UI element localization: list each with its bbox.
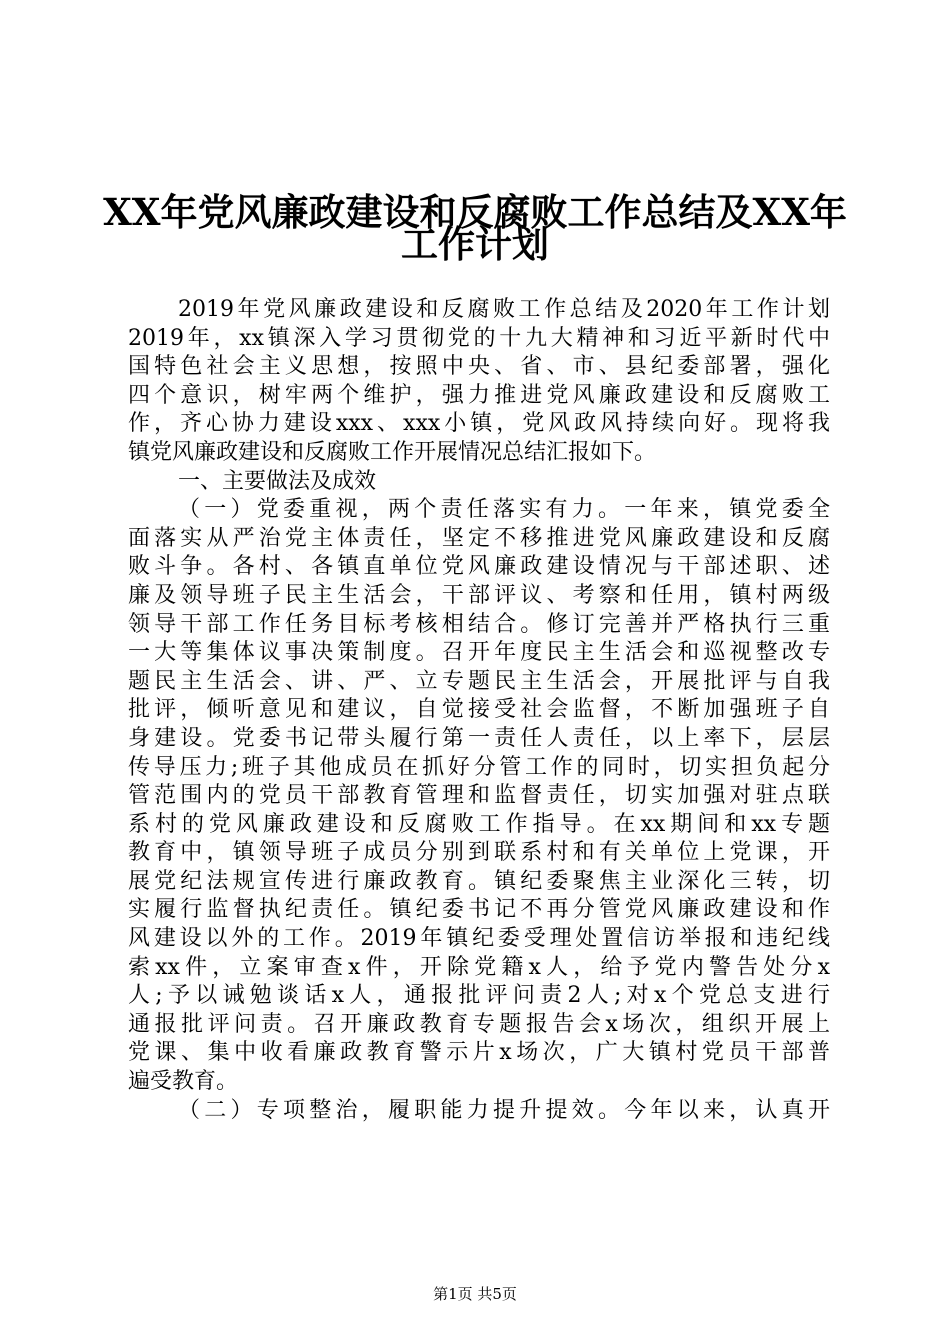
- section-heading: 一、主要做法及成效: [178, 468, 377, 494]
- paragraph-line: （一）党委重视，两个责任落实有力。一年来，镇党委全: [178, 497, 830, 523]
- document-title-line-2: 工作计划: [401, 222, 549, 266]
- paragraph-line: 党课、集中收看廉政教育警示片x场次，广大镇村党员干部普: [128, 1040, 830, 1066]
- paragraph-line: 通报批评问责。召开廉政教育专题报告会x场次，组织开展上: [128, 1011, 830, 1037]
- paragraph-line: 传导压力;班子其他成员在抓好分管工作的同时，切实担负起分: [128, 754, 830, 780]
- document-body: [128, 296, 830, 1125]
- paragraph-line: 作，齐心协力建设xxx、xxx小镇，党风政风持续向好。现将我: [128, 411, 830, 437]
- paragraph-line: 索xx件，立案审查x件，开除党籍x人，给予党内警告处分x: [128, 954, 830, 980]
- paragraph-line: 一大等集体议事决策制度。召开年度民主生活会和巡视整改专: [128, 640, 830, 666]
- document-title-line-1: XX年党风廉政建设和反腐败工作总结及XX年: [103, 190, 847, 234]
- paragraph-line: 教育中，镇领导班子成员分别到联系村和有关单位上党课，开: [128, 840, 830, 866]
- paragraph-line: 身建设。党委书记带头履行第一责任人责任，以上率下，层层: [128, 725, 830, 751]
- paragraph-line: 2019年，xx镇深入学习贯彻党的十九大精神和习近平新时代中: [128, 325, 830, 351]
- page-footer: 第1页 共5页: [433, 1285, 517, 1303]
- paragraph-line: 管范围内的党员干部教育管理和监督责任，切实加强对驻点联: [128, 783, 830, 809]
- paragraph-line: 遍受教育。: [128, 1069, 239, 1095]
- paragraph-line: （二）专项整治，履职能力提升提效。今年以来，认真开: [178, 1097, 830, 1123]
- paragraph-line: 镇党风廉政建设和反腐败工作开展情况总结汇报如下。: [128, 439, 657, 465]
- paragraph-line: 题民主生活会、讲、严、立专题民主生活会，开展批评与自我: [128, 668, 830, 694]
- paragraph-line: 实履行监督执纪责任。镇纪委书记不再分管党风廉政建设和作: [128, 897, 830, 923]
- paragraph-line: 人;予以诫勉谈话x人，通报批评问责2人;对x个党总支进行: [128, 983, 830, 1009]
- paragraph-line: 批评，倾听意见和建议，自觉接受社会监督，不断加强班子自: [128, 697, 830, 723]
- paragraph-line: 展党纪法规宣传进行廉政教育。镇纪委聚焦主业深化三转，切: [128, 868, 830, 894]
- paragraph-line: 系村的党风廉政建设和反腐败工作指导。在xx期间和xx专题: [128, 811, 830, 837]
- paragraph-line: 面落实从严治党主体责任，坚定不移推进党风廉政建设和反腐: [128, 525, 830, 551]
- paragraph-line: 败斗争。各村、各镇直单位党风廉政建设情况与干部述职、述: [128, 554, 830, 580]
- paragraph-line: 四个意识，树牢两个维护，强力推进党风廉政建设和反腐败工: [128, 382, 830, 408]
- paragraph-line: 领导干部工作任务目标考核相结合。修订完善并严格执行三重: [128, 611, 830, 637]
- paragraph-line: 风建设以外的工作。2019年镇纪委受理处置信访举报和违纪线: [128, 926, 830, 952]
- paragraph-line: 2019年党风廉政建设和反腐败工作总结及2020年工作计划: [178, 297, 830, 322]
- paragraph-line: 国特色社会主义思想，按照中央、省、市、县纪委部署，强化: [128, 354, 830, 380]
- paragraph-line: 廉及领导班子民主生活会，干部评议、考察和任用，镇村两级: [128, 582, 830, 608]
